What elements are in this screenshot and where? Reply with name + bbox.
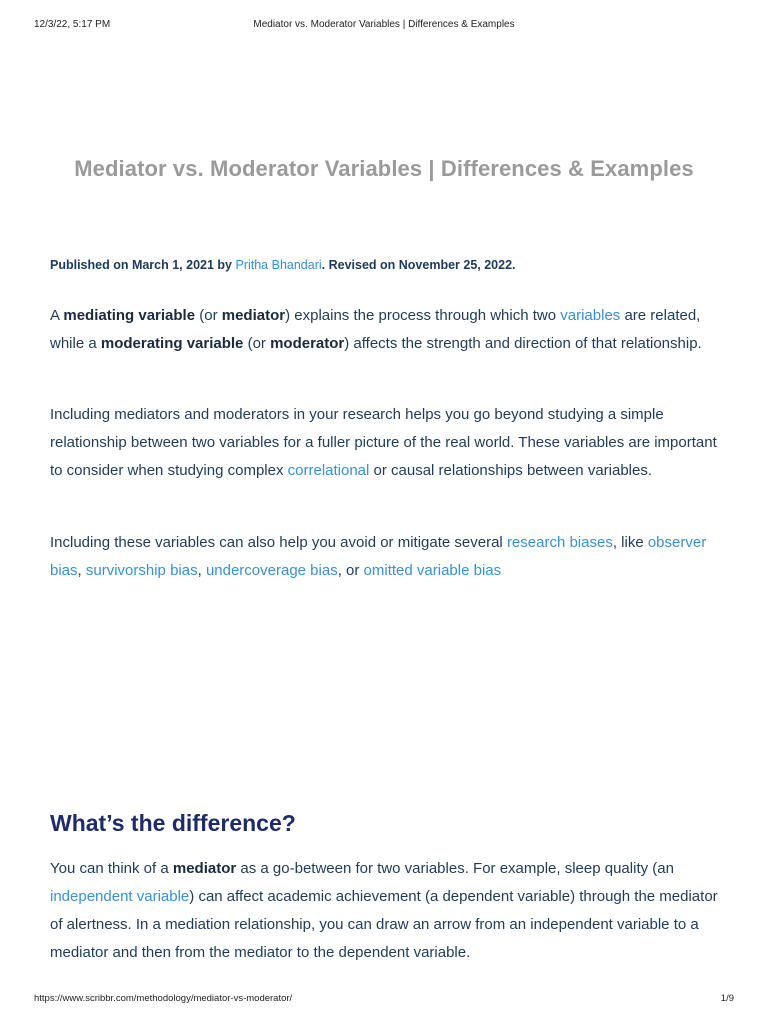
intro-paragraph xyxy=(50,302,722,358)
section-heading: What’s the difference? xyxy=(50,810,296,836)
link-correlational[interactable]: correlational xyxy=(287,462,370,479)
text-span: Including these variables can also help you avoid or mitigate several xyxy=(50,534,507,551)
term-mediator: mediator xyxy=(221,307,286,324)
link-research-biases[interactable]: research biases xyxy=(506,534,613,551)
text-span: or causal relationships between variables. xyxy=(369,462,653,479)
text-span: , xyxy=(77,562,86,579)
text-span: as a go-between for two variables. For example, sleep quality (an xyxy=(236,860,674,877)
page-number: 1/9 xyxy=(720,993,734,1004)
term-mediating-variable: mediating variable xyxy=(63,307,196,324)
term-mediator: mediator xyxy=(172,860,237,877)
text-span: A xyxy=(50,307,64,324)
link-omitted-variable-bias[interactable]: omitted variable bias xyxy=(363,562,502,579)
text-span: , or xyxy=(337,562,364,579)
print-footer xyxy=(0,988,768,1008)
text-span: , xyxy=(197,562,206,579)
print-page-title: Mediator vs. Moderator Variables | Differences & Examples xyxy=(253,19,515,30)
text-span: , like xyxy=(612,534,648,551)
link-observer-bias[interactable]: observer bias xyxy=(50,534,707,579)
bias-paragraph xyxy=(50,529,722,585)
text-span: ) can affect academic achievement (a dependent variable) through the mediator of alertness. In a mediation relationship, you can draw an arrow from an independent variable to a mediator and then from the mediator to the dependent variable. xyxy=(50,888,718,961)
term-moderator: moderator xyxy=(270,335,345,352)
text-span: ) affects the strength and direction of that relationship. xyxy=(344,335,702,352)
text-span: (or xyxy=(243,335,271,352)
article-title: Mediator vs. Moderator Variables | Differences & Examples xyxy=(74,156,694,181)
link-survivorship-bias[interactable]: survivorship bias xyxy=(85,562,198,579)
link-independent-variable[interactable]: independent variable xyxy=(50,888,190,905)
text-span: are related, while a xyxy=(50,307,701,352)
term-moderating-variable: moderating variable xyxy=(100,335,244,352)
link-undercoverage-bias[interactable]: undercoverage bias xyxy=(205,562,338,579)
link-variables[interactable]: variables xyxy=(560,307,621,324)
author-link[interactable]: Pritha Bhandari xyxy=(235,258,322,272)
difference-paragraph xyxy=(50,855,722,967)
byline xyxy=(50,258,730,272)
text-span: ) explains the process through which two xyxy=(285,307,561,324)
text-span: Including mediators and moderators in your research helps you go beyond studying a simple relationship between two variables for a fuller picture of the real world. These variables are important to consider when studying complex xyxy=(50,406,717,479)
byline-published: Published on March 1, 2021 by xyxy=(50,258,236,272)
print-url: https://www.scribbr.com/methodology/mediator-vs-moderator/ xyxy=(34,993,293,1004)
research-paragraph xyxy=(50,401,722,485)
text-span: You can think of a xyxy=(50,860,173,877)
text-span: (or xyxy=(195,307,222,324)
byline-revised: . Revised on November 25, 2022. xyxy=(321,258,516,272)
print-header xyxy=(0,14,768,34)
print-date: 12/3/22, 5:17 PM xyxy=(34,19,111,30)
